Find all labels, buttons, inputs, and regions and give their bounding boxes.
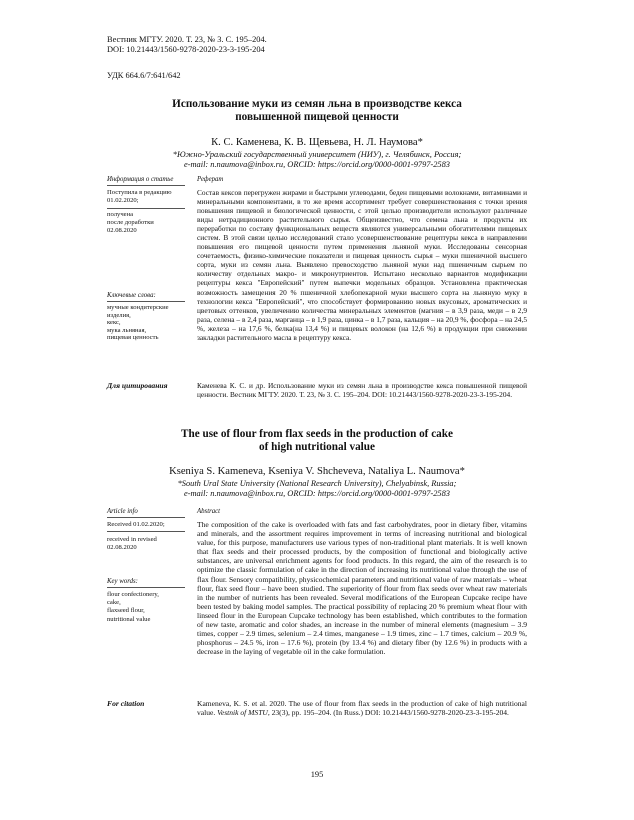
en-keyword: nutritional value: [107, 615, 151, 623]
en-revised: [107, 536, 187, 552]
en-citation-label: For citation: [107, 699, 145, 708]
en-keywords-rule: [107, 587, 185, 588]
en-keywords-label: Key words:: [107, 578, 138, 585]
en-keywords: [107, 591, 187, 624]
udc-code: УДК 664.6/7:641/642: [107, 71, 181, 80]
ru-received-rule: [107, 208, 185, 209]
en-received: [107, 521, 187, 529]
en-article-info-label: Article info: [107, 508, 138, 515]
ru-abstract-label: Реферат: [197, 176, 224, 183]
ru-keywords-rule: [107, 301, 185, 302]
ru-title-line1: Использование муки из семян льна в производстве кекса: [172, 98, 462, 110]
ru-abstract-text: Состав кексов перегружен жирами и быстрыми углеводами, беден пищевыми волокнами, витаминами и минеральными компонентами, в то же время ассортимент требует совершенствования с точки зрения повышения пищевой и биологической ценности, с этой целью производители используют различные виды нетрадиционного растительного сырья. Общеизвестно, что семена льна и продукты их переработки по составу функциональных веществ являются универсальными обогатителями пищевых систем. В этой связи целью исследований стало усовершенствование рецептуры кекса в направлении повышения его пищевой ценности путем применения льняной муки. Исследованы сенсорная сочетаемость, физико-химические показатели и пищевая ценность сырья – муки пшеничной высшего сорта, муки из семян льна. Выявлено превосходство льняной муки над пшеничным сырьем по количеству отдельных макро- и микронутриентов. Испытано несколько вариантов модификации рецептуры кекса "Европейский" путем выпечки модельных образцов. Установлена практическая возможность замещения 20 % пшеничной хлебопекарной муки высшего сорта на льняную муку в технологии кекса "Европейский", что способствует формированию новых вкусовых, ароматических и цветовых оттенков, увеличению количества минеральных элементов (магния – в 3,9 раза, меди – в 2,9 раза, селена – в 2,4 раза, марганца – в 1,9 раза, цинка – в 1,7 раза, кальция – на 20,9 %, фосфора – на 24,5 %, железа – на 17,6 %, белка(на 13,4 %) и пищевых волокон (на 12,6 %) в продукции при снижении закладки растительного масла в рецептуру кекса.: [197, 188, 527, 342]
ru-revised-line: после доработки: [107, 219, 154, 227]
en-affiliation: *South Ural State University (National Research University), Chelyabinsk, Russia;: [177, 479, 457, 488]
en-keyword: flaxseed flour,: [107, 607, 145, 615]
en-citation-journal: Vestnik of MSTU: [217, 708, 268, 718]
en-revised-date: 02.08.2020: [107, 544, 137, 552]
ru-keyword: пищевая ценность: [107, 334, 159, 342]
en-abstract-label: Abstract: [197, 508, 221, 515]
ru-affiliation: *Южно-Уральский государственный университет (НИУ), г. Челябинск, Россия;: [172, 150, 462, 159]
ru-received-line: Поступила в редакцию: [107, 189, 172, 196]
ru-keyword: мука льняная,: [107, 326, 147, 334]
en-authors: Kseniya S. Kameneva, Kseniya V. Shcheveva, Nataliya L. Naumova*: [169, 466, 465, 477]
journal-line: Вестник МГТУ. 2020. Т. 23, № 3. С. 195–204.: [107, 35, 267, 44]
en-abstract-text: The composition of the cake is overloaded with fats and fast carbohydrates, poor in dietary fiber, vitamins and minerals, and the assortment requires improvement in terms of increasing nutritional and biological value, for this purpose, manufacturers use various types of non-traditional plant materials. It is well known that flax seeds and their processed products, by the composition of functional and biologically active substances, are universal enrichment agents for food products. In this regard, the aim of the research is to optimize the classic formulation of cake in the direction of increasing its nutritional value through the use of flax flour. Sensory compatibility, physicochemical parameters and nutritional value of raw materials – wheat flour, flax seed flour – have been studied. The superiority of flour from flax seeds over wheat raw materials in the number of nutrients has been revealed. Several modifications of the European Cupcake recipe have been tested by baking model samples. The practical possibility of replacing 20 % premium wheat flour with linseed flour in the European Cupcake technology has been established, which contributes to the formation of new taste, aromatic and color shades, an increase in the number of mineral elements (magnesium – 3.9 times, copper – 2.9 times, selenium – 2.4 times, manganese – 1.9 times, zinc – 1.7 times, calcium – 20.9 %, phosphorus – 24.5 %, iron – 17.6 %), protein (by 13.4 %) and dietary fiber (by 12.6 %) in products with a decrease in the laying of vegetable oil in the cake formulation.: [197, 520, 527, 657]
en-article-info-rule: [107, 517, 185, 518]
doi-line: DOI: 10.21443/1560-9278-2020-23-3-195-204: [107, 45, 265, 54]
ru-keyword: изделия,: [107, 311, 131, 319]
ru-keyword: мучные кондитерские: [107, 304, 169, 311]
en-keyword: cake,: [107, 599, 121, 607]
page-number: 195: [310, 770, 324, 779]
en-citation-part2: , 23(3), pp. 195–204. (In Russ.) DOI: 10.21443/1560-9278-2020-23-3-195-204.: [267, 708, 509, 718]
ru-email: e-mail: n.naumova@inbox.ru, ORCID: https://orcid.org/0000-0001-9797-2583: [184, 160, 450, 169]
ru-keyword: кекс,: [107, 319, 121, 327]
ru-title-line2: повышенной пищевой ценности: [235, 111, 399, 123]
ru-revised: [107, 211, 187, 236]
en-title-line1: The use of flour from flax seeds in the production of cake: [181, 428, 453, 440]
en-citation-text: [197, 699, 527, 717]
ru-keywords-label: Ключевые слова:: [107, 292, 156, 299]
ru-article-info-rule: [107, 185, 185, 186]
en-title-line2: of high nutritional value: [259, 441, 375, 453]
en-received-line: Received 01.02.2020;: [107, 521, 165, 528]
ru-citation-text: Каменева К. С. и др. Использование муки из семян льна в производстве кекса повышенной пищевой ценности. Вестник МГТУ. 2020. Т. 23, № 3. С. 195–204. DOI: 10.21443/1560-9278-2020-23-3-195-204.: [197, 381, 527, 400]
ru-citation-label: Для цитирования: [107, 381, 168, 390]
ru-received: [107, 189, 187, 205]
ru-article-info-label: Информация о статье: [107, 176, 174, 183]
en-citation-part1: Kameneva, K. S. et al. 2020. The use of flour from flax seeds in the production of cake of high nutritional value.: [197, 699, 527, 718]
ru-revised-line: получена: [107, 211, 134, 218]
en-revised-line: received in revised: [107, 536, 157, 543]
ru-keywords: [107, 304, 187, 342]
en-email: e-mail: n.naumova@inbox.ru, ORCID: https://orcid.org/0000-0001-9797-2583: [184, 489, 450, 498]
ru-received-date: 01.02.2020;: [107, 197, 139, 205]
en-keyword: flour confectionery,: [107, 591, 159, 598]
ru-revised-date: 02.08.2020: [107, 227, 137, 235]
ru-authors: К. С. Каменева, К. В. Щевьева, Н. Л. Наумова*: [211, 137, 423, 148]
en-received-rule: [107, 531, 185, 532]
